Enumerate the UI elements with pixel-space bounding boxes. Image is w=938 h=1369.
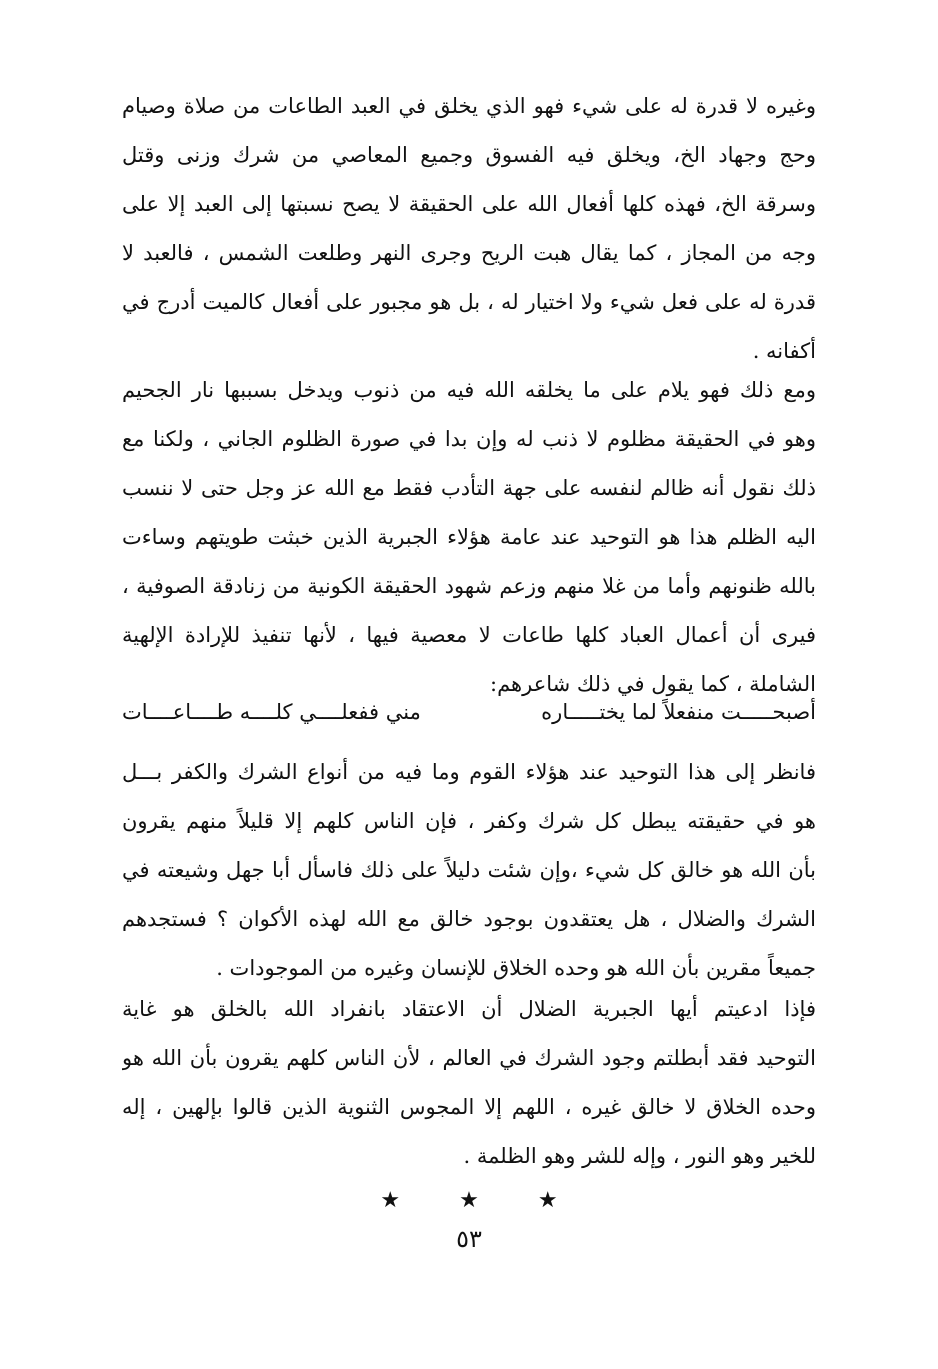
- text-line: وغيره لا قدرة له على شيء فهو الذي يخلق في العبد الطاعات من صلاة وصيام: [122, 94, 816, 118]
- verse-first-hemistich: أصبحـــــت منفعلاً لما يختـــــاره: [541, 700, 816, 724]
- text-line: وحده الخلاق لا خالق غيره ، اللهم إلا المجوس الثنوية الذين قالوا بإلهين ، إله: [122, 1095, 816, 1119]
- paragraph-2: [122, 366, 816, 709]
- paragraph-1: [122, 82, 816, 376]
- poetry-verse: [122, 688, 816, 737]
- text-line: فإذا ادعيتم أيها الجبرية الضلال أن الاعتقاد بانفراد الله بالخلق هو غاية: [122, 997, 816, 1021]
- text-line: وسرقة الخ، فهذه كلها أفعال الله على الحقيقة لا يصح نسبتها إلى العبد إلا على: [122, 192, 816, 216]
- text-line: قدرة له على فعل شيء ولا اختيار له ، بل هو مجبور على أفعال كالميت أدرج في: [122, 290, 816, 314]
- text-line: فيرى أن أعمال العباد كلها طاعات لا معصية فيها ، لأنها تنفيذ للإرادة الإلهية: [122, 623, 816, 647]
- text-line: وجه من المجاز ، كما يقال هبت الريح وجرى النهر وطلعت الشمس ، فالعبد لا: [122, 241, 816, 265]
- section-divider-stars: ★ ★ ★: [380, 1188, 584, 1213]
- text-line: الشرك والضلال ، هل يعتقدون بوجود خالق مع الله لهذه الأكوان ؟ فستجدهم: [122, 907, 816, 931]
- page-number: ٥٣: [456, 1225, 482, 1253]
- text-line: بالله ظنونهم وأما من غلا منهم وزعم شهود الحقيقة الكونية من زنادقة الصوفية ،: [122, 574, 816, 598]
- text-line: ومع ذلك فهو يلام على ما يخلقه الله فيه من ذنوب ويدخل بسببها نار الجحيم: [122, 378, 816, 402]
- text-line: وهو في الحقيقة مظلوم لا ذنب له وإن بدا في صورة الظلوم الجاني ، ولكنا مع: [122, 427, 816, 451]
- text-line: وحج وجهاد الخ، ويخلق فيه الفسوق وجميع المعاصي من شرك وزنى وقتل: [122, 143, 816, 167]
- text-line: التوحيد فقد أبطلتم وجود الشرك في العالم ، لأن الناس كلهم يقرون بأن الله هو: [122, 1046, 816, 1070]
- verse-second-hemistich: مني ففعلــــي كلــــه طــــاعــــات: [122, 700, 421, 724]
- text-line: للخير وهو النور ، وإله للشر وهو الظلمة .: [463, 1144, 816, 1168]
- text-line: جميعاً مقرين بأن الله هو وحده الخلاق للإنسان وغيره من الموجودات .: [216, 956, 816, 980]
- text-line: الشاملة ، كما يقول في ذلك شاعرهم:: [490, 672, 816, 696]
- paragraph-4: [122, 985, 816, 1181]
- text-line: أكفانه .: [752, 339, 816, 363]
- text-line: بأن الله هو خالق كل شيء ،وإن شئت دليلاً على ذلك فاسأل أبا جهل وشيعته في: [122, 858, 816, 882]
- text-line: فانظر إلى هذا التوحيد عند هؤلاء القوم وما فيه من أنواع الشرك والكفر بـــل: [122, 760, 816, 784]
- text-line: اليه الظلم هذا هو التوحيد عند عامة هؤلاء الجبرية الذين خبثت طويتهم وساءت: [122, 525, 816, 549]
- paragraph-3: [122, 748, 816, 993]
- text-line: هو في حقيقته يبطل كل شرك وكفر ، فإن الناس كلهم إلا قليلاً منهم يقرون: [122, 809, 816, 833]
- text-line: ذلك نقول أنه ظالم لنفسه على جهة التأدب فقط مع الله عز وجل حتى لا ننسب: [122, 476, 816, 500]
